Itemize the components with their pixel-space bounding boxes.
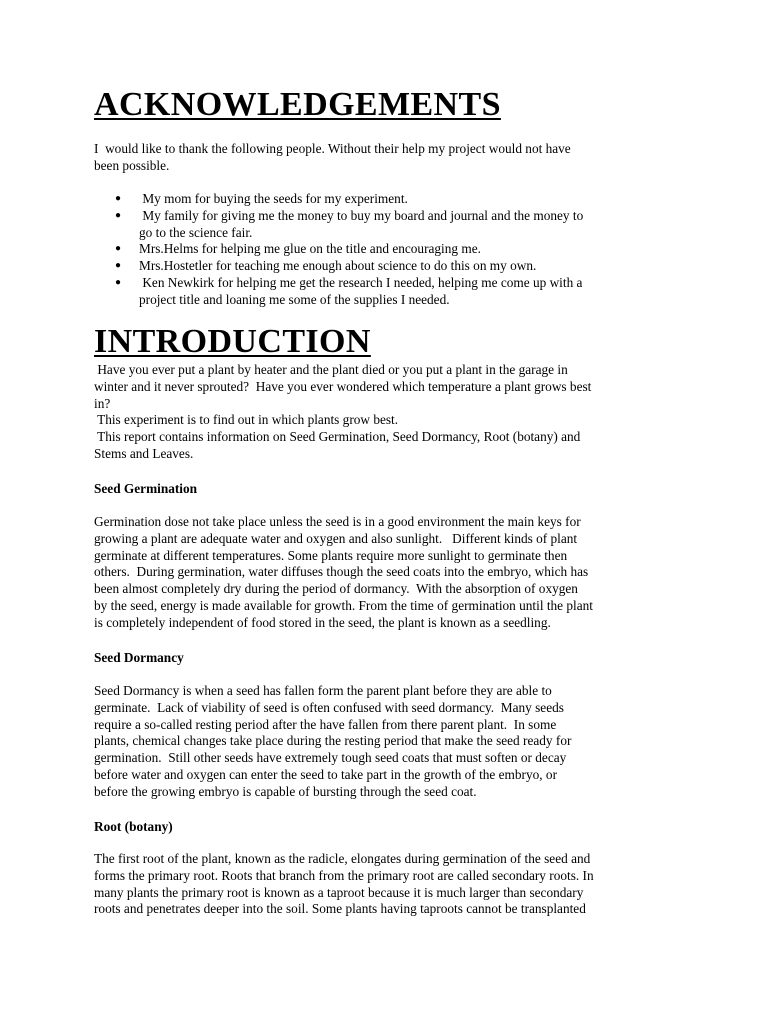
paragraph-line: many plants the primary root is known as a taproot because it is much larger than secondary (94, 884, 584, 900)
seed-dormancy-body (94, 683, 679, 801)
acknowledgements-heading: ACKNOWLEDGEMENTS (94, 86, 501, 123)
bullet-icon: ● (115, 243, 122, 255)
root-botany-body (94, 851, 679, 918)
list-item (94, 258, 679, 275)
paragraph-line: is completely independent of food stored in the seed, the plant is known as a seedling. (94, 614, 551, 630)
paragraph-line: I would like to thank the following people. Without their help my project would not have (94, 141, 571, 156)
list-item-text: go to the science fair. (139, 224, 253, 240)
list-item (94, 208, 679, 242)
paragraph-line: before water and oxygen can enter the seed to take part in the growth of the embryo, or (94, 766, 557, 782)
list-item-text: project title and loaning me some of the supplies I needed. (139, 291, 450, 307)
paragraph-line: plants, chemical changes take place during the resting period that make the seed ready for (94, 733, 572, 749)
seed-germination-body (94, 514, 679, 632)
introduction-body (94, 362, 679, 463)
paragraph-line: been almost completely dry during the period of dormancy. With the absorption of oxygen (94, 581, 578, 597)
paragraph-line: growing a plant are adequate water and oxygen and also sunlight. Different kinds of plant (94, 530, 578, 546)
paragraph-line: winter and it never sprouted? Have you ever wondered which temperature a plant grows best (94, 378, 592, 394)
list-item-text: Ken Newkirk for helping me get the research I needed, helping me come up with a (139, 274, 583, 290)
list-item (94, 191, 679, 208)
paragraph-line: been possible. (94, 157, 170, 173)
paragraph-line: Germination dose not take place unless the seed is in a good environment the main keys for (94, 514, 581, 529)
paragraph-line: others. During germination, water diffuses though the seed coats into the embryo, which has (94, 564, 589, 580)
list-item-text: My mom for buying the seeds for my experiment. (139, 191, 408, 206)
seed-dormancy-heading: Seed Dormancy (94, 650, 184, 665)
acknowledgements-intro (94, 141, 679, 175)
paragraph-line: This experiment is to find out in which plants grow best. (94, 412, 399, 428)
paragraph-line: germination. Still other seeds have extremely tough seed coats that must soften or decay (94, 750, 567, 766)
root-botany-heading: Root (botany) (94, 819, 173, 834)
list-item-text: Mrs.Helms for helping me glue on the title and encouraging me. (139, 241, 481, 257)
bullet-icon: ● (115, 193, 122, 204)
paragraph-line: in? (94, 395, 111, 411)
paragraph-line: Stems and Leaves. (94, 445, 194, 461)
paragraph-line: require a so-called resting period after the have fallen from there parent plant. In some (94, 716, 557, 732)
list-item-text: Mrs.Hostetler for teaching me enough about science to do this on my own. (139, 258, 537, 274)
bullet-icon: ● (115, 260, 122, 272)
paragraph-line: The first root of the plant, known as the radicle, elongates during germination of the seed and (94, 851, 591, 866)
list-item (94, 275, 679, 309)
paragraph-line: This report contains information on Seed Germination, Seed Dormancy, Root (botany) and (94, 429, 581, 445)
paragraph-line: Seed Dormancy is when a seed has fallen form the parent plant before they are able to (94, 683, 552, 698)
acknowledgements-list (94, 191, 679, 309)
introduction-heading: INTRODUCTION (94, 323, 371, 360)
paragraph-line: germinate. Lack of viability of seed is often confused with seed dormancy. Many seeds (94, 699, 564, 715)
seed-germination-heading: Seed Germination (94, 481, 198, 496)
list-item-text: My family for giving me the money to buy my board and journal and the money to (139, 207, 584, 223)
paragraph-line: before the growing embryo is capable of bursting through the seed coat. (94, 783, 477, 799)
paragraph-line: roots and penetrates deeper into the soil. Some plants having taproots cannot be transplanted (94, 901, 586, 917)
bullet-icon: ● (115, 276, 122, 288)
list-item (94, 241, 679, 258)
paragraph-line: forms the primary root. Roots that branch from the primary root are called secondary roots. In (94, 867, 594, 883)
paragraph-line: germinate at different temperatures. Some plants require more sunlight to germinate then (94, 547, 568, 563)
paragraph-line: Have you ever put a plant by heater and the plant died or you put a plant in the garage in (94, 362, 568, 377)
bullet-icon: ● (115, 209, 122, 221)
paragraph-line: by the seed, energy is made available for growth. From the time of germination until the plant (94, 597, 593, 613)
